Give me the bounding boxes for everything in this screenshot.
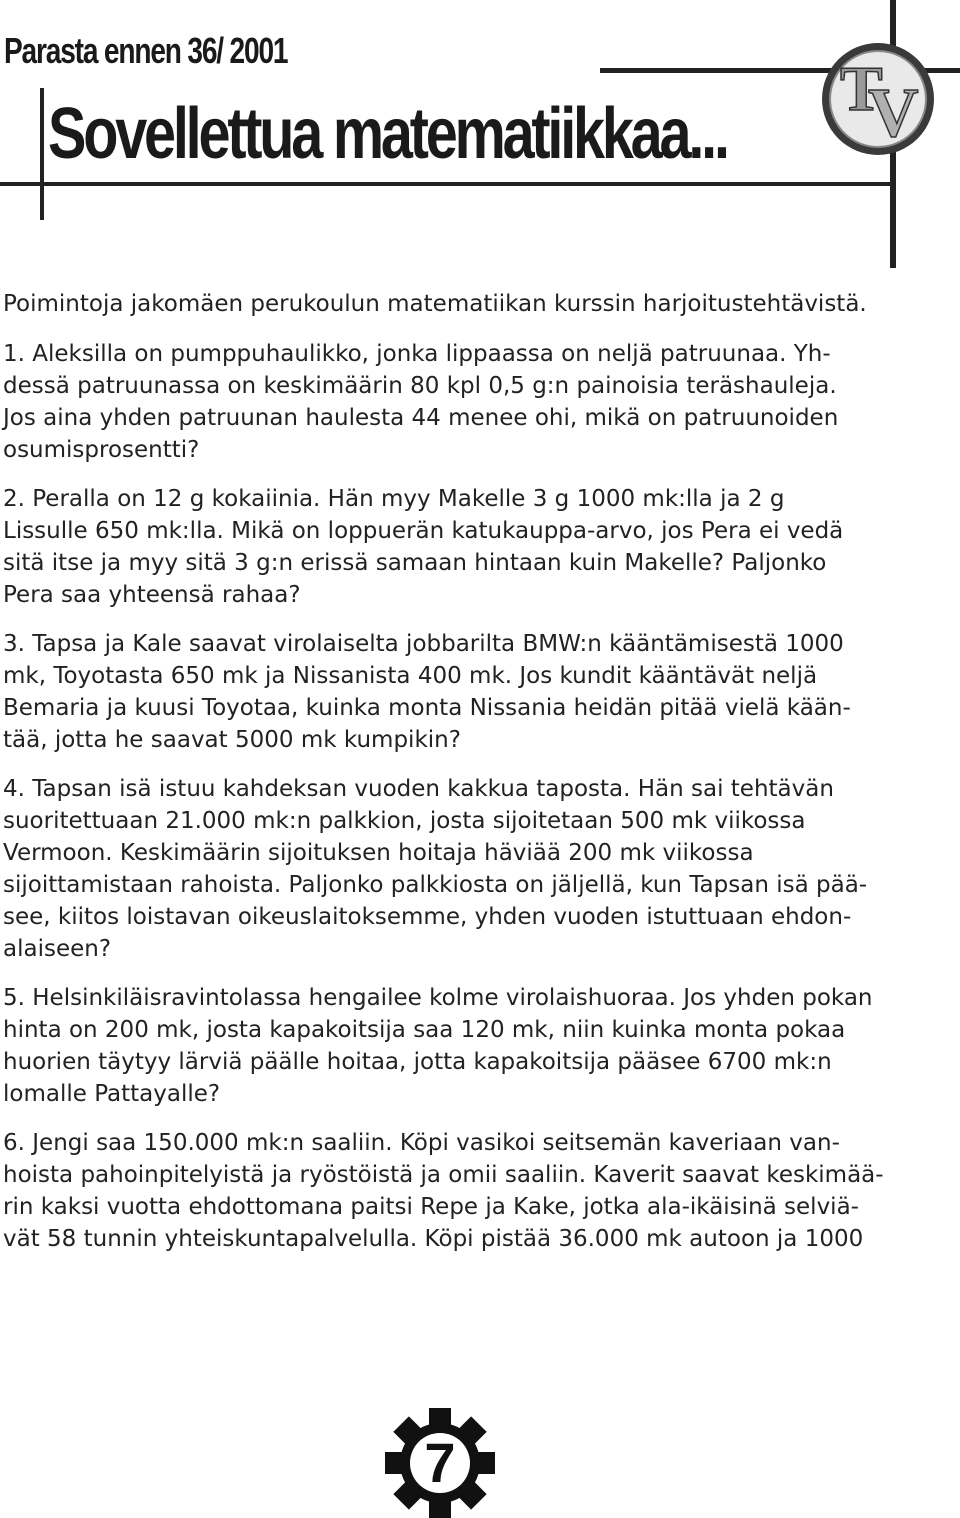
problem-2: 2. Peralla on 12 g kokaiinia. Hän myy Makelle 3 g 1000 mk:lla ja 2 g Lissulle 650 mk:lla. Mikä on loppuerän katukauppa-arvo, jos Pera ei vedä sitä itse ja myy sitä 3 g:n erissä samaan hintaan kuin Makelle? Paljonko Pera saa yhteensä rahaa? [3, 486, 844, 608]
problem-6: 6. Jengi saa 150.000 mk:n saaliin. Köpi vasikoi seitsemän kaveriaan van- hoista pahoinpitelyistä ja ryöstöistä ja omii saaliin. Kaverit saavat keskimää- rin kaksi vuotta ehdottomana paitsi Repe ja Kake, jotka ala-ikäisinä selviä- vät 58 tunnin yhteiskuntapalvelulla. Köpi pistää 36.000 mk autoon ja 1000 [3, 1130, 884, 1252]
page-number-badge [385, 1408, 495, 1518]
problem-3: 3. Tapsa ja Kale saavat virolaiselta jobbarilta BMW:n kääntämisestä 1000 mk, Toyotasta 650 mk ja Nissanista 400 mk. Jos kundit kääntävät neljä Bemaria ja kuusi Toyotaa, kuinka monta Nissania heidän pitää vielä kään- tää, jotta he saavat 5000 mk kumpikin? [3, 631, 851, 753]
problem-1: 1. Aleksilla on pumppuhaulikko, jonka lippaassa on neljä patruunaa. Yh- dessä patruunassa on keskimäärin 80 kpl 0,5 g:n painoisia teräshauleja. Jos aina yhden patruunan haulesta 44 menee ohi, mikä on patruunoiden osumisprosentti? [3, 341, 839, 463]
problem-4: 4. Tapsan isä istuu kahdeksan vuoden kakkua taposta. Hän sai tehtävän suoritettuaan 21.000 mk:n palkkion, josta sijoitetaan 500 mk viikossa Vermoon. Keskimäärin sijoituksen hoitaja häviää 200 mk viikossa sijoittamistaan rahoista. Paljonko palkkiosta on jäljellä, kun Tapsan isä pää- see, kiitos loistavan oikeuslaitoksemme, yhden vuoden istuttuaan ehdon- alaiseen? [3, 776, 868, 962]
title-rule-vertical [40, 88, 44, 220]
article-intro: Poimintoja jakomäen perukoulun matematiikan kurssin harjoitustehtävistä. [3, 291, 867, 317]
tv-logo [818, 38, 938, 160]
publication-header: Parasta ennen 36/ 2001 [4, 30, 288, 71]
page-title: Sovellettua matematiikkaa... [48, 94, 727, 174]
svg-text:T: T [840, 53, 883, 124]
page-number: 7 [424, 1431, 456, 1494]
article-body [3, 288, 953, 1272]
title-rule-horizontal [0, 182, 895, 186]
problem-5: 5. Helsinkiläisravintolassa hengailee kolme virolaishuoraa. Jos yhden pokan hinta on 200 mk, josta kapakoitsija saa 120 mk, niin kuinka monta pokaa huorien täytyy lärviä päälle hoitaa, jotta kapakoitsija pääsee 6700 mk:n lomalle Pattayalle? [3, 985, 873, 1107]
svg-text:V: V [868, 75, 919, 152]
